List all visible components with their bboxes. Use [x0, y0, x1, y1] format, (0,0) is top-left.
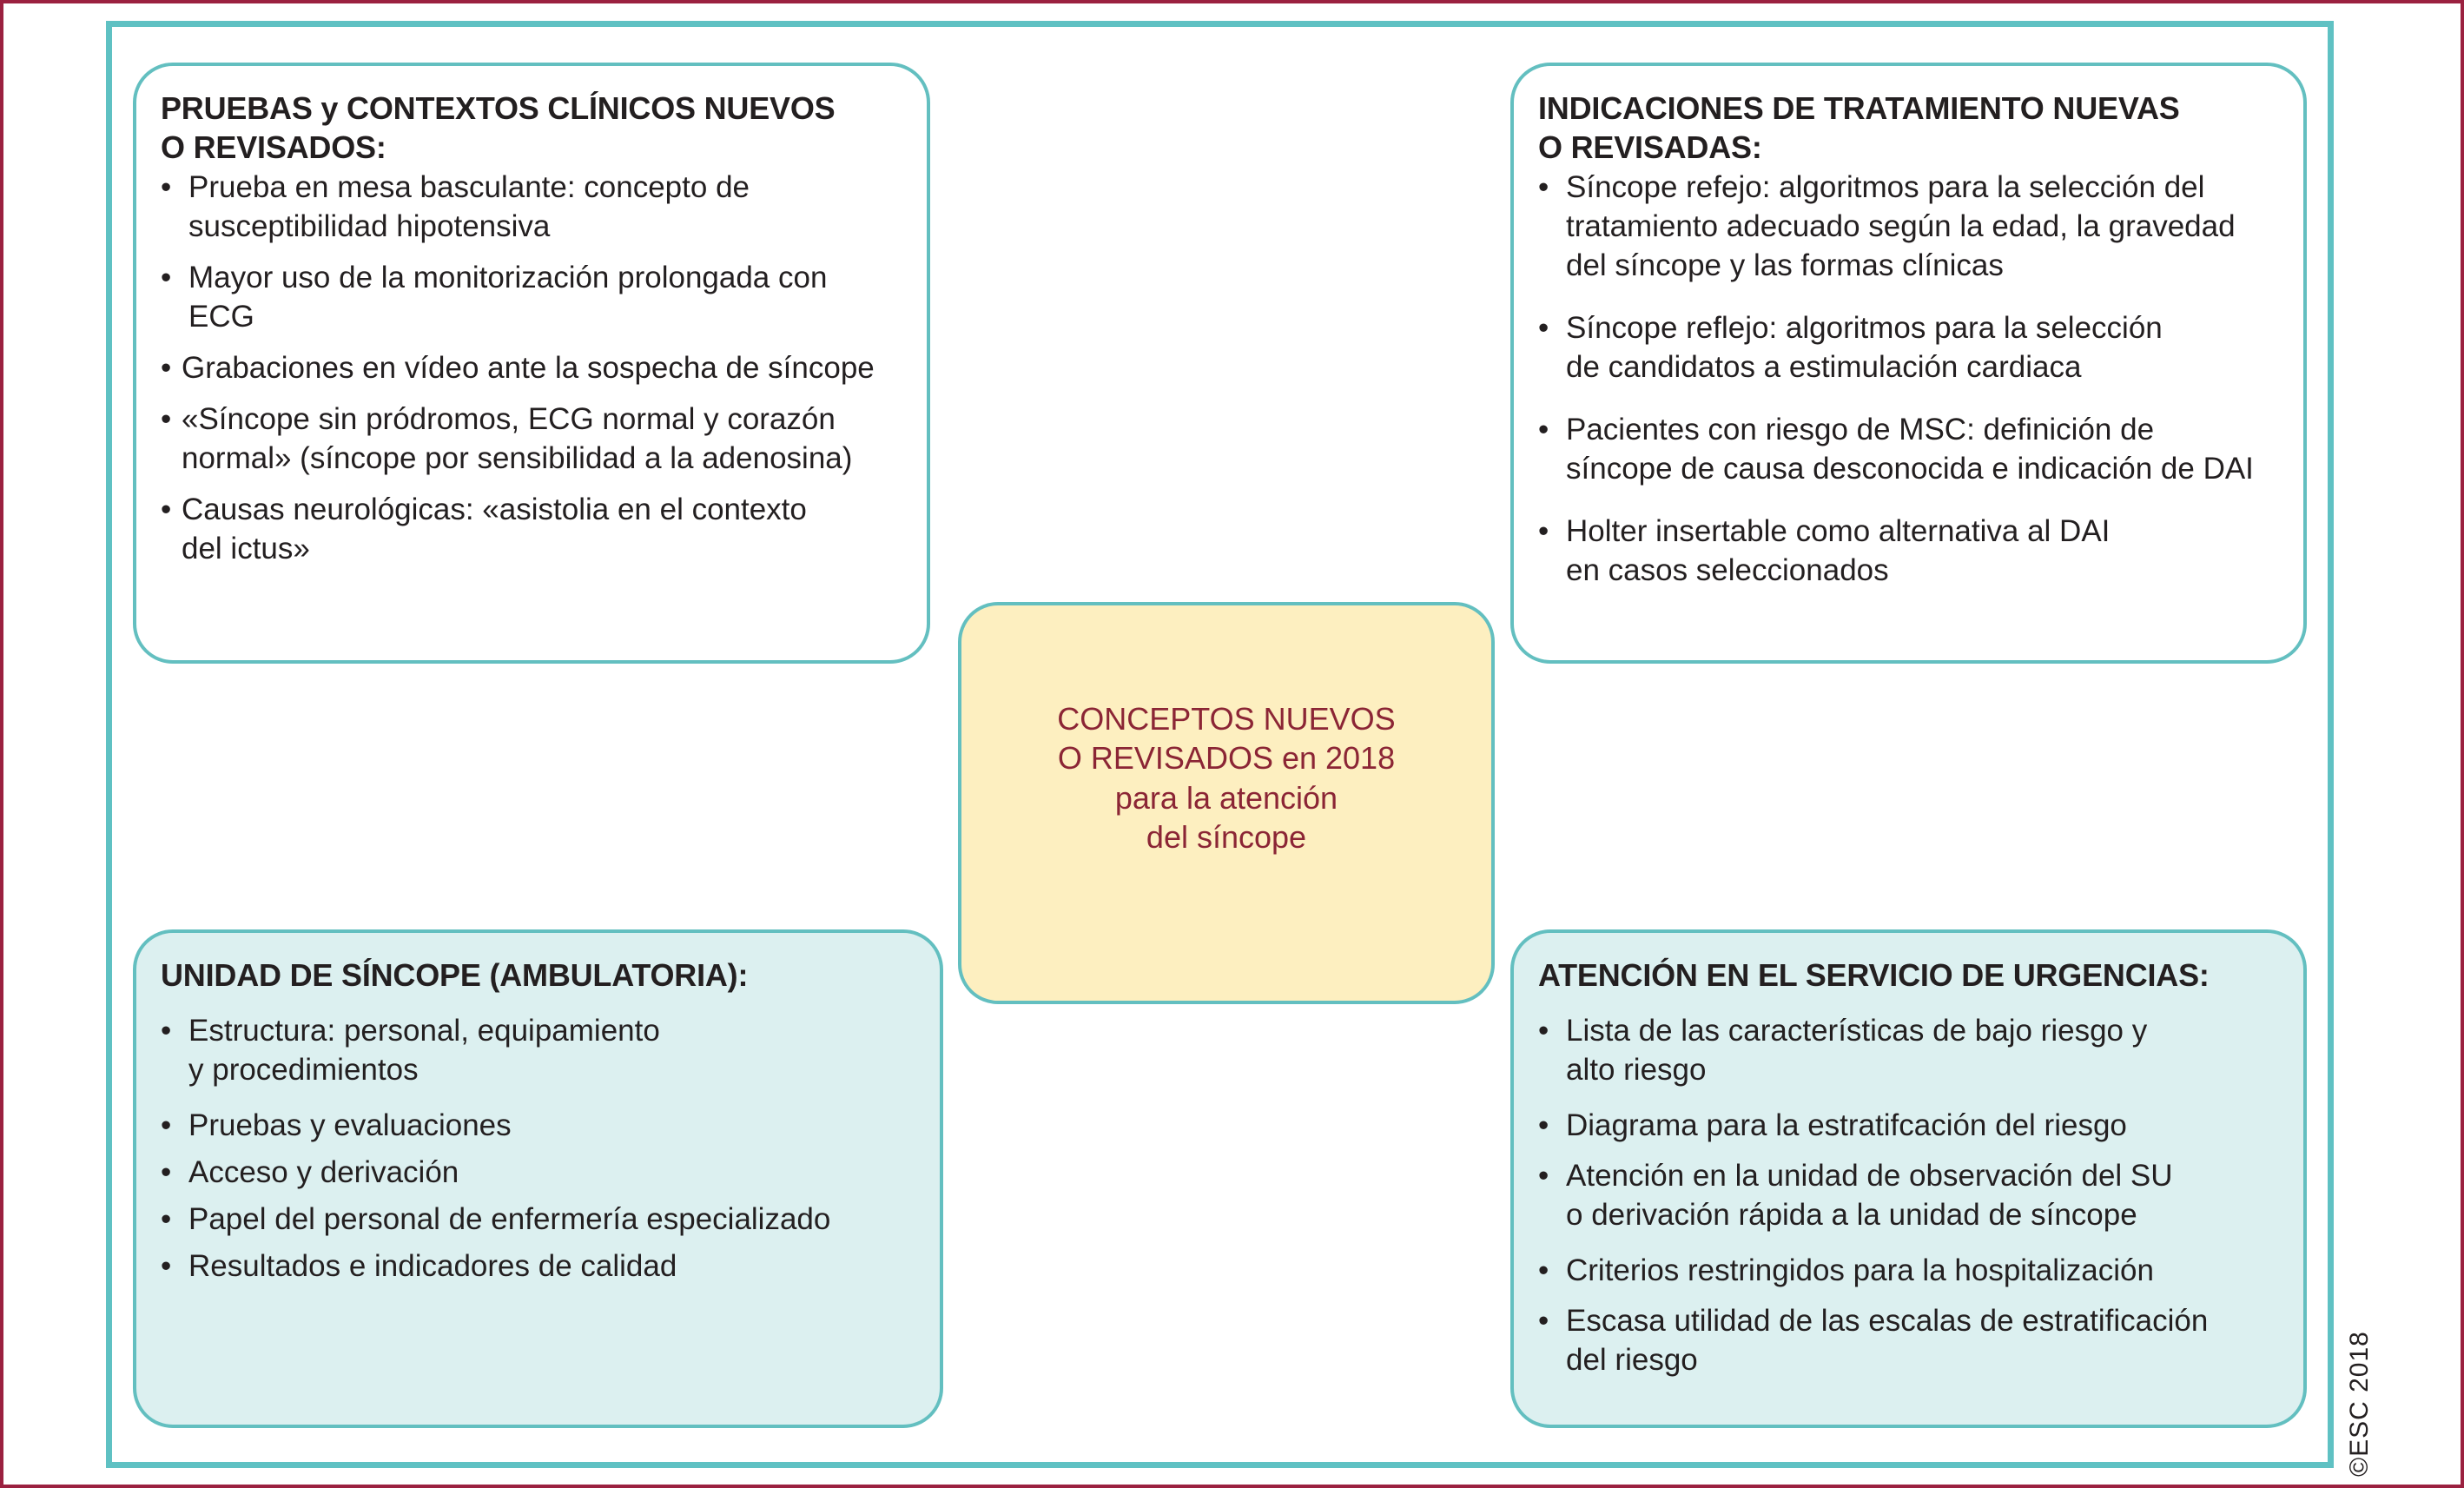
bullet-icon: • — [161, 493, 172, 526]
copyright-notice: ©ESC 2018 — [2345, 1331, 2374, 1477]
list-item — [161, 168, 918, 246]
bullet-icon: • — [1538, 1108, 1549, 1142]
list-item-text: «Síncope sin pródromos, ECG normal y corazón normal» (síncope por sensibilidad a la adenosina) — [182, 402, 853, 475]
list-item — [161, 1011, 931, 1089]
list-item — [161, 348, 918, 387]
box-center-concepts — [958, 602, 1495, 1004]
bullet-icon: • — [161, 170, 172, 204]
list-item — [1538, 1301, 2295, 1379]
list-item — [1538, 308, 2295, 387]
list-item-text: Pruebas y evaluaciones — [188, 1108, 512, 1142]
list-item-text: Pacientes con riesgo de MSC: definición de síncope de causa desconocida e indicación de DAI — [1566, 413, 2254, 486]
bullet-icon: • — [1538, 311, 1549, 345]
box-title: UNIDAD DE SÍNCOPE (AMBULATORIA): — [161, 957, 749, 993]
bullet-icon: • — [1538, 1159, 1549, 1193]
list-item-text: Causas neurológicas: «asistolia en el contexto del ictus» — [182, 493, 807, 565]
list-item-text: Diagrama para la estratifcación del riesgo — [1566, 1108, 2127, 1142]
bullet-icon: • — [161, 402, 172, 436]
box-title: ATENCIÓN EN EL SERVICIO DE URGENCIAS: — [1538, 957, 2210, 993]
item-list — [161, 1011, 931, 1286]
list-item — [161, 1153, 931, 1192]
list-item-text: Papel del personal de enfermería especializado — [188, 1202, 831, 1236]
list-item — [161, 1200, 931, 1239]
box-title: INDICACIONES DE TRATAMIENTO NUEVAS O REVISADAS: — [1538, 90, 2180, 165]
list-item-text: Acceso y derivación — [188, 1155, 459, 1189]
bullet-icon: • — [161, 261, 172, 294]
list-item-text: Síncope refejo: algoritmos para la selección del tratamiento adecuado según la edad, la gravedad del síncope y las formas clínicas — [1566, 170, 2236, 282]
item-list — [161, 168, 918, 568]
list-item — [161, 1247, 931, 1286]
list-item — [1538, 1011, 2295, 1089]
list-item — [161, 1106, 931, 1145]
bullet-icon: • — [1538, 170, 1549, 204]
list-item-text: Criterios restringidos para la hospitalización — [1566, 1253, 2154, 1287]
item-list — [1538, 168, 2295, 590]
bullet-icon: • — [1538, 1014, 1549, 1048]
box-tests-clinical-contexts — [133, 63, 930, 664]
bullet-icon: • — [161, 351, 172, 385]
list-item — [1538, 168, 2295, 285]
list-item — [1538, 410, 2295, 488]
box-syncope-unit — [133, 929, 943, 1428]
list-item — [1538, 1251, 2295, 1290]
list-item-text: Resultados e indicadores de calidad — [188, 1249, 677, 1283]
list-item-text: Mayor uso de la monitorización prolongada con ECG — [188, 261, 828, 334]
box-emergency-care — [1510, 929, 2307, 1428]
box-title: PRUEBAS y CONTEXTOS CLÍNICOS NUEVOS O REVISADOS: — [161, 90, 836, 165]
bullet-icon: • — [161, 1202, 172, 1236]
list-item-text: Grabaciones en vídeo ante la sospecha de síncope — [182, 351, 875, 385]
bullet-icon: • — [161, 1108, 172, 1142]
list-item-text: Prueba en mesa basculante: concepto de susceptibilidad hipotensiva — [188, 170, 750, 243]
bullet-icon: • — [161, 1155, 172, 1189]
list-item — [1538, 512, 2295, 590]
list-item — [1538, 1106, 2295, 1145]
bullet-icon: • — [1538, 413, 1549, 446]
box-treatment-indications — [1510, 63, 2307, 664]
list-item-text: Estructura: personal, equipamiento y procedimientos — [188, 1014, 660, 1087]
list-item-text: Escasa utilidad de las escalas de estratificación del riesgo — [1566, 1304, 2209, 1377]
center-title: CONCEPTOS NUEVOS O REVISADOS en 2018 para la atención del síncope — [1057, 700, 1396, 855]
list-item-text: Holter insertable como alternativa al DAI en casos seleccionados — [1566, 514, 2111, 587]
bullet-icon: • — [1538, 1253, 1549, 1287]
bullet-icon: • — [1538, 1304, 1549, 1338]
bullet-icon: • — [1538, 514, 1549, 548]
list-item-text: Síncope reflejo: algoritmos para la selección de candidatos a estimulación cardiaca — [1566, 311, 2163, 384]
item-list — [1538, 1011, 2295, 1379]
list-item — [161, 400, 918, 478]
list-item-text: Atención en la unidad de observación del SU o derivación rápida a la unidad de síncope — [1566, 1159, 2173, 1232]
bullet-icon: • — [161, 1249, 172, 1283]
list-item — [1538, 1156, 2295, 1234]
bullet-icon: • — [161, 1014, 172, 1048]
list-item — [161, 490, 918, 568]
list-item-text: Lista de las características de bajo riesgo y alto riesgo — [1566, 1014, 2148, 1087]
list-item — [161, 258, 918, 336]
